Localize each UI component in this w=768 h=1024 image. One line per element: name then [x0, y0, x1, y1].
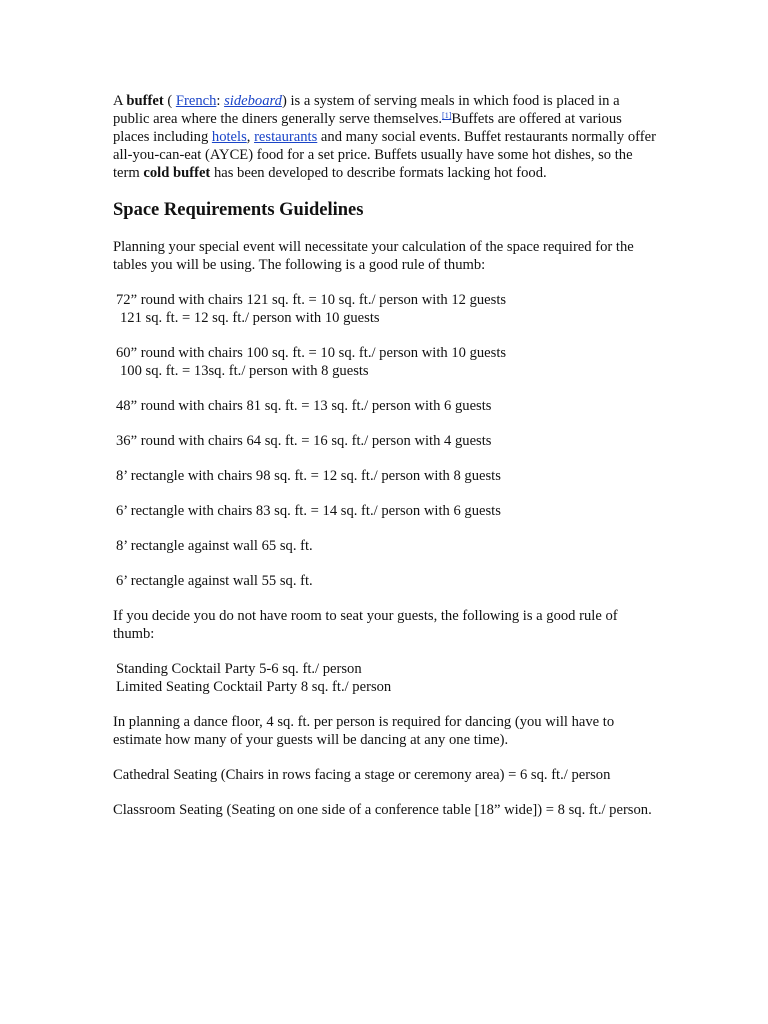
standing-rules — [116, 660, 658, 696]
link-french[interactable]: French — [175, 93, 217, 109]
rule-line: 100 sq. ft. = 13sq. ft./ person with 8 guests — [120, 363, 369, 379]
term-cold-buffet: cold buffet — [143, 165, 211, 181]
rule-line: 8’ rectangle with chairs 98 sq. ft. = 12 sq. ft./ person with 8 guests — [116, 468, 501, 484]
rule-line: Limited Seating Cocktail Party 8 sq. ft./ person — [116, 679, 392, 695]
link-hotels[interactable]: hotels — [211, 129, 247, 145]
rule-line: 48” round with chairs 81 sq. ft. = 13 sq. ft./ person with 6 guests — [116, 398, 492, 414]
link-restaurants[interactable]: restaurants — [254, 129, 318, 145]
table-rule — [116, 432, 658, 450]
intro-text: Buffets are offered at various places including — [113, 111, 622, 145]
table-rule — [116, 291, 658, 327]
intro-text: , — [246, 129, 255, 145]
planning-paragraph: Planning your special event will necessitate your calculation of the space required for the tables you will be using. The following is a good rule of thumb: — [113, 239, 634, 273]
table-rule — [116, 572, 658, 590]
rule-line: 6’ rectangle with chairs 83 sq. ft. = 14 sq. ft./ person with 6 guests — [116, 503, 501, 519]
rule-line: 60” round with chairs 100 sq. ft. = 10 sq. ft./ person with 10 guests — [116, 345, 507, 361]
table-rule — [116, 467, 658, 485]
section-heading: Space Requirements Guidelines — [113, 200, 364, 220]
intro-text: A — [113, 93, 127, 109]
document-page — [113, 92, 658, 836]
rule-line: 36” round with chairs 64 sq. ft. = 16 sq. ft./ person with 4 guests — [116, 433, 492, 449]
table-rule — [116, 502, 658, 520]
intro-text: has been developed to describe formats lacking hot food. — [210, 165, 547, 181]
rule-line: 72” round with chairs 121 sq. ft. = 10 sq. ft./ person with 12 guests — [116, 292, 507, 308]
rule-line: 8’ rectangle against wall 65 sq. ft. — [116, 538, 313, 554]
rule-line: Standing Cocktail Party 5-6 sq. ft./ person — [116, 661, 362, 677]
table-rule — [116, 537, 658, 555]
intro-text: and many social events. Buffet restaurants normally offer all-you-can-eat (AYCE) food for a set price. Buffets usually have some hot dishes, so the term — [113, 129, 656, 181]
dance-floor-paragraph: In planning a dance floor, 4 sq. ft. per person is required for dancing (you will have to estimate how many of your guests will be dancing at any one time). — [113, 714, 615, 748]
intro-paragraph — [113, 92, 658, 182]
reference-link-1[interactable]: [1] — [442, 111, 452, 120]
table-rule — [116, 344, 658, 380]
classroom-seating-paragraph: Classroom Seating (Seating on one side of a conference table [18” wide]) = 8 sq. ft./ person. — [113, 802, 652, 818]
no-room-paragraph: If you decide you do not have room to seat your guests, the following is a good rule of thumb: — [113, 608, 618, 642]
cathedral-seating-paragraph: Cathedral Seating (Chairs in rows facing a stage or ceremony area) = 6 sq. ft./ person — [113, 767, 611, 783]
rule-line: 121 sq. ft. = 12 sq. ft./ person with 10 guests — [120, 310, 380, 326]
term-buffet: buffet — [126, 93, 164, 109]
link-sideboard[interactable]: sideboard — [224, 93, 282, 109]
intro-text: ( — [163, 93, 176, 109]
table-rule — [116, 397, 658, 415]
intro-text: : — [216, 93, 225, 109]
intro-text: ) is a system of serving meals in which food is placed in a public area where the diners generally serve themselves. — [113, 93, 620, 127]
rule-line: 6’ rectangle against wall 55 sq. ft. — [116, 573, 313, 589]
